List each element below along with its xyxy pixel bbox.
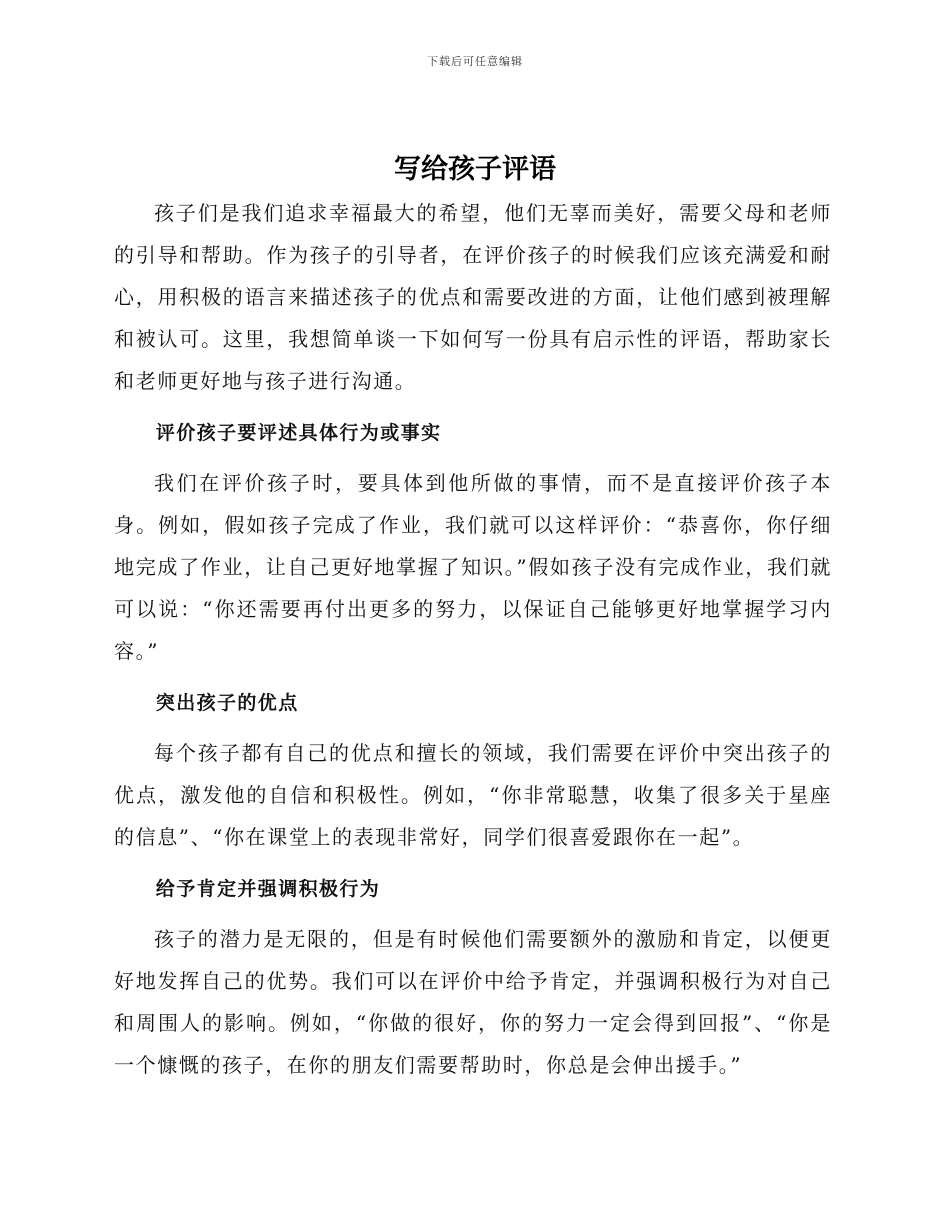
section-heading-specific-behavior: 评价孩子要评述具体行为或事实	[155, 422, 442, 444]
header-note: 下载后可任意编辑	[427, 55, 523, 68]
document-body	[114, 192, 832, 1086]
section-paragraph-specific-behavior: 我们在评价孩子时，要具体到他所做的事情，而不是直接评价孩子本身。例如，假如孩子完成了作业，我们就可以这样评价：“恭喜你，你仔细地完成了作业，让自己更好地掌握了知识。”假如孩子没有完成作业，我们就可以说：“你还需要再付出更多的努力，以保证自己能够更好地掌握学习内容。”	[114, 471, 832, 663]
section-paragraph-affirmation: 孩子的潜力是无限的，但是有时候他们需要额外的激励和肯定，以便更好地发挥自己的优势。我们可以在评价中给予肯定，并强调积极行为对自己和周围人的影响。例如，“你做的很好，你的努力一定会得到回报”、“你是一个慷慨的孩子，在你的朋友们需要帮助时，你总是会伸出援手。”	[114, 927, 832, 1077]
section-paragraph-strengths: 每个孩子都有自己的优点和擅长的领域，我们需要在评价中突出孩子的优点，激发他的自信和积极性。例如，“你非常聪慧，收集了很多关于星座的信息”、“你在课堂上的表现非常好，同学们很喜爱跟你在一起”。	[114, 741, 832, 849]
intro-paragraph: 孩子们是我们追求幸福最大的希望，他们无辜而美好，需要父母和老师的引导和帮助。作为孩子的引导者，在评价孩子的时候我们应该充满爱和耐心，用积极的语言来描述孩子的优点和需要改进的方面，让他们感到被理解和被认可。这里，我想简单谈一下如何写一份具有启示性的评语，帮助家长和老师更好地与孩子进行沟通。	[114, 201, 832, 393]
section-heading-affirmation: 给予肯定并强调积极行为	[155, 878, 381, 900]
page-title: 写给孩子评语	[394, 154, 556, 185]
section-heading-strengths: 突出孩子的优点	[155, 692, 299, 714]
